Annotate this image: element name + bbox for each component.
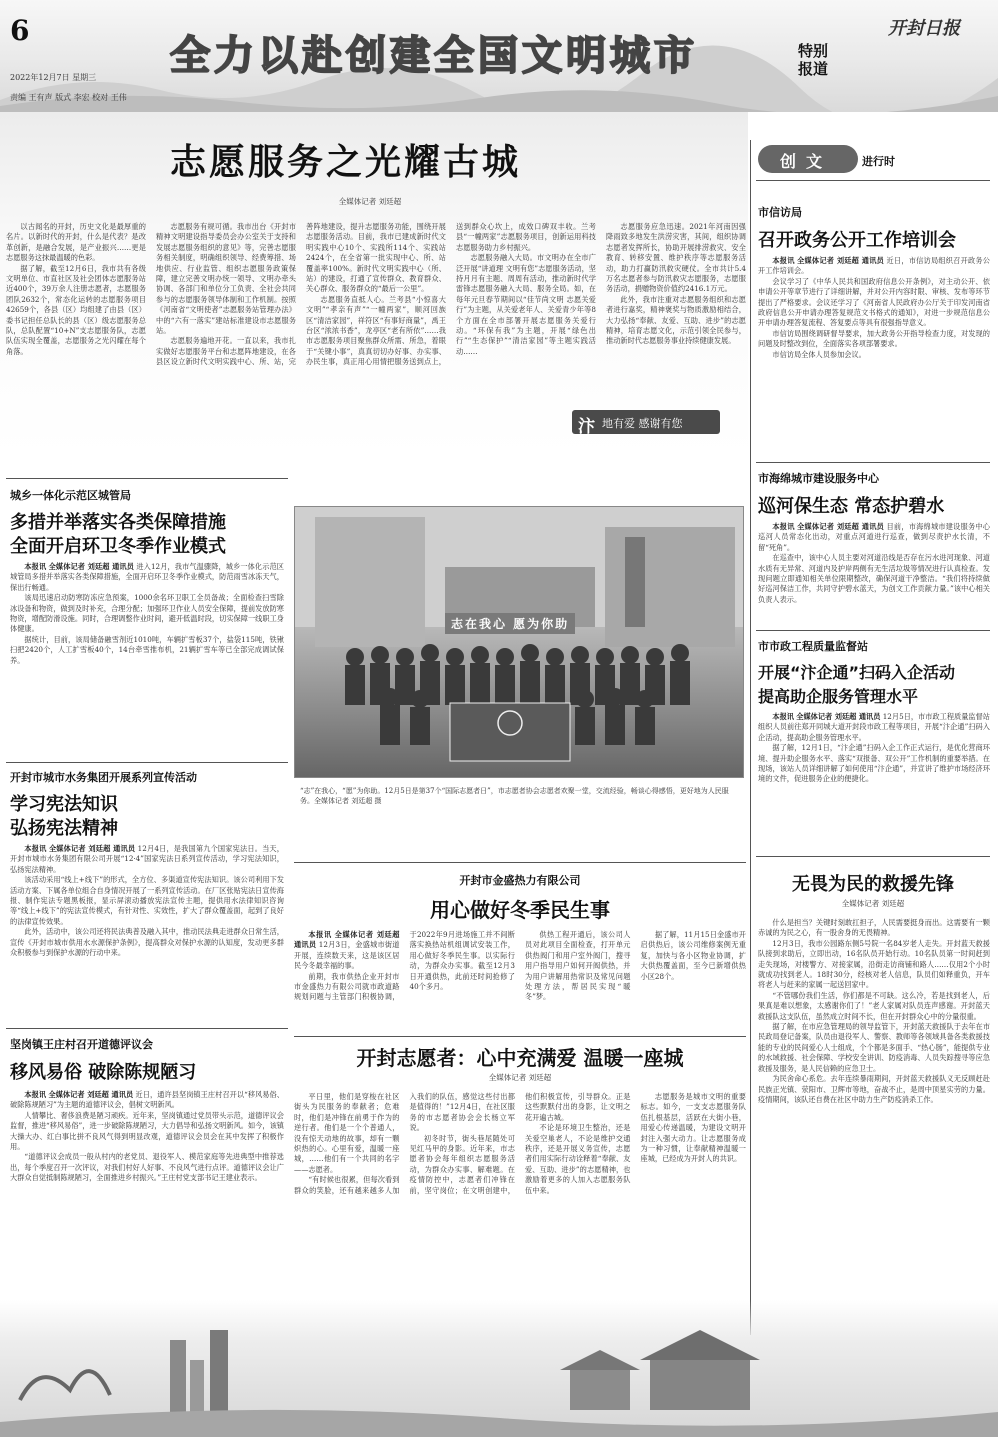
article-paragraph: 据了解，12月1日，“汴企通”扫码入企工作正式运行，是优化营商环境、提升助企服务水平、落实“双报备、双公开”工作机制的重要举措。在现场，该站人员详细讲解了如何使用“汴企通”，并宣讲了维护市场经济环境的文件，促进服务企业的便捷化。 <box>758 743 990 784</box>
article-paragraph: 人情攀比、奢侈浪费是陋习顽疾。近年来，坚岗镇通过党员带头示范，道德评议会监督，推进“移风易俗”，进一步破除陈规陋习，大力倡导和弘扬文明新风。如今，该镇大操大办、红白事比拼不良风气得到明显改观，道德评议会员会在其中发挥了积极作用。 <box>10 1110 284 1152</box>
divider <box>756 462 990 463</box>
article-paragraph: 据了解，在市应急管理局的领导监管下，开封蓝天救援队于去年在市民政局登记备案，队员由退役军人、警察、教师等各领域具备各类救援技能的专业的民间爱心人士组成，个个都是多面手、“热心肠”，能提供专业的水域救援、社会保障、学校安全讲训、防疫消毒、人员失踪搜寻等应急救援及服务，是人民信赖的应急卫士。 <box>758 1022 990 1073</box>
lead-paragraph: 据了解，截至12月6日，我市共有各级文明单位、市直社区及社会团体志愿服务站近400个，39万余人注册志愿者，志愿服务团队2632个，常态化运转的志愿服务项目42659个，各县（区）均组建了由县（区）委书记担任总队长的县（区）级志愿服务总队，总队配置“10+N”支志愿服务队，志愿队伍实现全覆盖，志愿服务之光闪耀在每个角落。 <box>6 263 146 356</box>
lead-paragraph: 志愿服务融入大局。市文明办在全市广泛开展“讲道理 文明有您”志愿服务活动，坚持月月有主题、周周有活动，推动新时代学雷锋志愿服务融入大局、服务全局。如，在每年元旦春节期间以“佳节尚文明 志愿关爱行”为主题，从关爱老年人、关爱青少年等8个方面在全市部署开展志愿服务关爱行动。“环保有我”为主题，开展“绿色出行”“生态保护”“清洁家园”等主题实践活动…… <box>456 253 596 356</box>
badge-label: 创文 <box>780 152 833 171</box>
article-headline: 用心做好冬季民生事 <box>430 898 610 922</box>
article-body <box>10 562 284 758</box>
paragraph-text: 近日，通许县坚岗镇王庄村召开以“移风易俗、破除陈规陋习”为主题的道德评议会，倡树文明新风。 <box>10 1090 284 1110</box>
article-paragraph: 该活动采用“线上+线下”的形式，全方位、多渠道宣传宪法知识。该公司利用下发活动方案、下属各单位组合自身情况开展了一系列宣传活动。在厂区张贴宪法日宣传海报、制作宪法专题黑板报，显示屏滚动播放宪法宣传主题，提供用水法律知识咨询等“线上+线下”的宪法宣传模式，有针对性、实效性，扩大了群众覆盖面，起到了良好的法律宣传效果。 <box>10 875 284 926</box>
article-paragraph: 为民舍命心系危。去年连续暴雨期间，开封蓝天救援队义无反顾赶赴民族正光镇、荥阳市、卫辉市等地，奋战不止，是周中顶星实劳的力量。疫情期间，该队还自费在社区中助力生产防疫消杀工作。 <box>758 1074 990 1104</box>
dept-label: 坚岗镇王庄村召开道德评议会 <box>10 1038 153 1051</box>
special-report-1: 特别 <box>798 42 829 60</box>
article-paragraph: 前期，我市供热企业开封市市金盛热力有限公司就市政道路规划问题与主管部门积极协调，于2022年9月进场施工并不间断落实换热站机组调试安装工作，用心做好冬季民生事。以实际行动，为群众办实事。截至12月3日开通供热，此前还时间抢修了40个多月。 <box>294 930 515 1002</box>
reporter: 全媒体记者 刘廷超 通讯员 <box>796 712 881 721</box>
lead-paragraph: 此外，我市注重对志愿服务组织和志愿者进行嘉奖，精神褒奖与物质激励相结合，大力弘扬“奉献、友爱、互助、进步”的志愿精神，培育志愿文化，示范引领全民参与，推动新时代志愿服务事业持续健康发展。 <box>606 294 746 346</box>
article-byline: 全媒体记者 刘廷超 <box>841 899 905 908</box>
divider <box>756 856 990 857</box>
article-body <box>758 712 990 844</box>
paragraph-text: 目前，市海绵城市建设服务中心巡河人员常态化出动，对重点河道进行巡查，做到尽责护水长清，不留“死角”。 <box>758 522 990 552</box>
article-paragraph <box>10 844 284 875</box>
article-body <box>294 930 746 1032</box>
article-paragraph: 据了解，11月15日金盛市开启供热后，该公司维修案例无重复，加快与各小区物业协调，扩大供热覆盖面，至今已新增供热小区28个。 <box>640 930 746 981</box>
article-paragraph: 平日里，他们是穿梭在社区街头为民服务的奉献者；危难时，他们是冲锋在前勇于作为的逆行者。他们是一个个普通人，没有惊天动地的故事，却有一颗炽热的心。心里有爱，温暖一座城，……他们有一个共同的名字——志愿者。 <box>294 1092 400 1174</box>
reporter: 全媒体记者 刘廷超 通讯员 <box>48 562 134 571</box>
dept-label: 市市政工程质量监督站 <box>758 640 868 653</box>
photo-banner: 志在我心 愿为你助 <box>445 613 575 634</box>
article-paragraph: 初冬时节，街头巷尾随处可见红马甲的身影。近年来，市志愿者协会每年组织志愿服务活动，为群众办实事、解难题。在疫情防控中，志愿者们冲锋在前，坚守岗位；在文明创建中，他们积极宣传，引导群众。正是这些默默付出的身影，让文明之花开遍古城。 <box>409 1092 631 1195</box>
article-paragraph: 市信访局围绕调研督导要求，加大政务公开指导检查力度，对发现的问题及时整改到位，全面落实各项部署要求。 <box>758 328 990 349</box>
article-paragraph: 此外，活动中，该公司还将民法典普及融入其中，推动民法典走进群众日常生活，宣传《开封市城市供用水水源保护条例》，提高群众对保护水源的认知度，发动更多群众积极参与到保护水源的行动中来。 <box>10 927 284 958</box>
article-paragraph: 据统计，目前，该局储备融雪剂近1010吨，车辆扩雪板37个，盐袋115吨，铁锹扫把2420个，人工扩雪板40个，14台牵雪推布机，21辆扩雪车等已全部完成调试保养。 <box>10 634 284 665</box>
article-headline: 无畏为民的救援先锋 <box>792 874 954 895</box>
group-photo <box>294 506 744 778</box>
divider <box>6 1028 288 1029</box>
special-report-2: 报道 <box>798 60 829 78</box>
dept-label: 市海绵城市建设服务中心 <box>758 472 879 485</box>
lead-label: 本报讯 <box>772 522 795 531</box>
article-paragraph: “不管哪份我们生活，你们都是不可缺。这么冷，若是找到老人，后果真是难以想象，太感谢你们了！”老人家属对队员连声感谢。开封蓝天救援队这支队伍，虽然成立时间不长，但在开封群众心中的分量很重。 <box>758 990 990 1021</box>
paragraph-text: 12月3日，金盛城市街道开展，连续数天来，这是该区居民今冬最幸福的事。 <box>294 940 400 971</box>
article-headline: 召开政务公开工作培训会 <box>758 230 956 251</box>
divider <box>756 180 990 181</box>
article-headline: 巡河保生态 常态护碧水 <box>758 496 945 517</box>
masthead <box>0 0 998 112</box>
article-headline: 全面开启环卫冬季作业模式 <box>10 536 226 557</box>
lead-paragraph: 志愿服务有规可循。我市出台《开封市精神文明建设指导委员会办公室关于支持和发展志愿服务组织的意见》等，完善志愿服务相关制度，明确组织领导、经费筹措、场地供应、行业监管、组织志愿服务政策保障，建立完善文明办统一领导、文明办牵头协调、各部门和单位分工负责、全社会共同参与的志愿服务领导体制和工作机制。按照《河南省“文明使者”志愿服务站管理办法》中的“六有一落实”建站标准建设市志愿服务站。 <box>156 222 296 336</box>
article-paragraph: 在巡查中，该中心人员主要对河道沿线是否存在污水进河现象、河道水质有无异常、河道内及护岸两侧有无生活垃圾等情况进行认真检查。发现问题立即通知相关单位限期整改，确保河道干净整洁。“我们将持续做好巡河保洁工作，共同守护碧水蓝天，为创文工作贡献力量。”该中心相关负责人表示。 <box>758 553 990 604</box>
article-body <box>294 1092 746 1294</box>
article-body <box>758 918 990 1340</box>
article-headline: 开封志愿者：心中充满爱 温暖一座城 <box>356 1046 684 1070</box>
article-byline: 全媒体记者 刘廷超 <box>488 1073 552 1082</box>
article-headline: 多措并举落实各类保障措施 <box>10 512 226 533</box>
lead-article <box>0 112 748 457</box>
article-paragraph: 12月3日，我市公园路东侧5号院一名84岁老人走失。开封蓝天救援队接到求助后，立即出动，16名队员开始行动。10名队员第一时间赶到走失现场，对楼警方、对接家属，沿街走访商铺和路人……仅用2个小时就成功找到老人。18时30分，经核对老人信息，队员们如释重负，开车将老人与赶来的家属一起送回家中。 <box>758 938 990 990</box>
reporter: 全媒体记者 刘廷超 通讯员 <box>48 844 136 853</box>
article-body <box>758 522 990 626</box>
page-number: 6 <box>10 14 30 47</box>
lead-paragraph: 志愿服务直抵人心。兰考县“小惊喜大文明”“孝亲有声”“一幢两家”，顺河回族区“清洁家园”，祥符区“有事好商量”，禹王台区“浓浓书香”，龙亭区“老有所依”……我市志愿服务项目聚焦群众所需、所急，着眼于“关键小事”，真真切切办好事、办实事、办民生事，真正用心用情把服务送到点上，送到群众心坎上，成效口碑双丰收。兰考县“一幢两家”志愿服务项目，创新运用科技志愿服务助力乡村振兴。 <box>306 222 596 367</box>
column-divider <box>750 140 751 1335</box>
article-paragraph <box>758 256 990 277</box>
article-paragraph: 会议学习了《中华人民共和国政府信息公开条例》，对主动公开、依申请公开等章节进行了详细讲解，并对公开内容时限、审核、发布等环节提出了严格要求。会议还学习了《河南省人民政府办公厅关于印发河南省政府信息公开申请办理答复规范文书格式的通知》，对进一步规范信息公开申请办理答复流程、答复要点等具有很强指导意义。 <box>758 276 990 328</box>
photo-caption: “志”在我心，“愿”为你助。12月5日是第37个“国际志愿者日”，市志愿者协会志愿者欢聚一堂，交流经验，畅谈心得感悟，更好地为人民服务。全媒体记者 刘廷超 摄 <box>300 787 729 805</box>
reporter: 全媒体记者 刘廷超 通讯员 <box>48 1090 134 1099</box>
article-paragraph: 什么是担当？关键时刻敢扛担子，人民需要挺身而出。这需要有一颗赤诚的为民之心，有一股舍身的无畏精神。 <box>758 918 990 938</box>
lead-label: 本报讯 <box>308 930 332 939</box>
article-paragraph <box>10 562 284 593</box>
lead-label: 本报讯 <box>772 712 794 721</box>
article-paragraph: “有时候也很累，但每次看到群众的笑脸，还有越来越多人加入我们的队伍，感觉这些付出都是值得的！”12月4日，在社区服务的市志愿者协会会长杨立军说。 <box>294 1092 515 1195</box>
article-body <box>10 844 284 1020</box>
reporter: 全媒体记者 刘廷超 通讯员 <box>797 256 885 265</box>
paragraph-text: 进入12月，我市气温骤降，城乡一体化示范区城管局多措并举落实各类保障措施，全面开启环卫冬季作业模式，防范雨雪冰冻天气，保出行畅通。 <box>10 562 284 592</box>
editors-line: 责编 王有声 版式 李宏 校对 王伟 <box>10 93 127 102</box>
paragraph-text: 近日，市信访局组织召开政务公开工作培训会。 <box>758 256 990 276</box>
article-paragraph <box>758 712 990 743</box>
lead-headline: 志愿服务之光耀古城 <box>170 141 522 183</box>
promo-text: 地有爱 感谢有您 <box>602 417 683 430</box>
article-headline: 移风易俗 破除陈规陋习 <box>10 1062 197 1083</box>
reporter: 全媒体记者 刘廷超 通讯员 <box>294 930 400 950</box>
lead-paragraph: 志愿服务遍地开花。一直以来，我市扎实做好志愿服务平台和志愿阵地建设，在各县区设立新时代文明实践中心、所、站，完善阵地建设，提升志愿服务功能，围绕开展志愿服务活动。目前，我市已建成新时代文明实践中心10个、实践所114个、实践站2424个，在全省第一批实现中心、所、站覆盖率100%。新时代文明实践中心（所、站）的建设，打通了宣传群众、教育群众、关心群众、服务群众的“最后一公里”。 <box>156 222 446 367</box>
article-paragraph: 供热工程开通后，该公司人员对此项目全面检查，打开单元供热阀门和用户室外阀门，搜寻用户指导用户如何开阀供热，并为用户讲解用热常识及常见问题处理方法，帮居民实现“暖冬”梦。 <box>525 930 631 1002</box>
article-body <box>758 256 990 456</box>
paragraph-text: 12月5日，市市政工程质量监督站组织人员前往郑开同城大道开封段市政工程等项目，开展“汴企通”扫码入企活动，提高助企服务管理水平。 <box>758 712 990 742</box>
divider <box>294 1036 746 1037</box>
article-headline: 弘扬宪法精神 <box>10 818 118 839</box>
lead-paragraph: 以古闻名的开封，历史文化是最厚重的名片。以新时代的开封，什么是代表？是改革创新，是融合发展，是产业振兴……更是志愿服务这抹最温暖的色彩。 <box>6 222 146 263</box>
city-silhouette <box>0 1300 998 1437</box>
promo-strip <box>572 410 720 437</box>
article-paragraph <box>294 930 400 972</box>
article-paragraph: 该局迅速启动防寒防冻应急预案，1000余名环卫职工全员备战；全面检查扫雪除冰设备和物资，做到及时补充，合理分配；加强环卫作业人员安全保障，提前发放防寒物资，增配防滑设施。同时，合理调整作业时间，避开低温时段，切实保障一线职工身体健康。 <box>10 593 284 634</box>
lead-label: 本报讯 <box>24 1090 47 1099</box>
article-headline: 学习宪法知识 <box>10 794 118 815</box>
footer-illustration <box>0 1300 998 1437</box>
dept-label: 市信访局 <box>758 206 802 219</box>
lead-paragraph: 志愿服务应急迅速。2021年河南因强降雨致多地发生洪涝灾害，其间，组织协调志愿者发挥所长，协助开展排涝救灾、安全教育、转移安置、维护秩序等志愿服务活动，助力打赢防汛救灾硬仗。全市共计5.4万名志愿者参与防汛救灾志愿服务，志愿服务活动，捐赠物资价值约2416.1万元。 <box>606 222 746 294</box>
lead-label: 本报讯 <box>24 562 47 571</box>
promo-mark: 汴 <box>578 417 595 437</box>
newspaper-logo: 开封日报 <box>888 18 960 39</box>
paragraph-text: 12月4日，是我国第九个国家宪法日。当天，开封市城市水务集团有限公司开展“12·4”国家宪法日系列宣传活动，学习宪法知识，弘扬宪法精神。 <box>10 844 284 874</box>
dept-label: 开封市城市水务集团开展系列宣传活动 <box>10 771 197 784</box>
article-paragraph <box>758 522 990 553</box>
photo-scene <box>295 507 744 778</box>
creative-badge <box>758 145 908 173</box>
divider <box>6 478 288 479</box>
divider <box>756 630 990 631</box>
article-paragraph: 志愿服务是城市文明的重要标志。如今，一支支志愿服务队伍扎根基层，活跃在大街小巷，用爱心传递温暖，为建设文明开封注入强大动力。让志愿服务成为一种习惯，让奉献精神温暖一座城，已经成为开封人的共识。 <box>640 1092 746 1164</box>
article-body <box>10 1090 284 1260</box>
article-paragraph <box>10 1090 284 1111</box>
article-paragraph: 市信访局全体人员参加会议。 <box>772 349 866 359</box>
badge-sub: 进行时 <box>862 155 895 168</box>
date-line: 2022年12月7日 星期三 <box>10 73 97 82</box>
masthead-banner: 全力以赴创建全国文明城市 <box>170 32 698 79</box>
divider <box>6 762 288 763</box>
lead-byline: 全媒体记者 刘廷超 <box>338 197 402 206</box>
article-headline: 提高助企服务管理水平 <box>758 687 919 706</box>
lead-label: 本报讯 <box>772 256 795 265</box>
lead-label: 本报讯 <box>24 844 47 853</box>
article-headline: 开展“汴企通”扫码入企活动 <box>758 663 956 682</box>
reporter: 全媒体记者 刘廷超 通讯员 <box>797 522 885 531</box>
article-paragraph: 不论是环境卫生整治，还是关爱空巢老人，不论是维护交通秩序，还是开展义务宣传，志愿者们用实际行动诠释着“奉献、友爱、互助、进步”的志愿精神，也激励着更多的人加入志愿服务队伍中来。 <box>525 1123 631 1195</box>
dept-label: 开封市金盛热力有限公司 <box>459 874 581 887</box>
divider <box>294 862 746 863</box>
dept-label: 城乡一体化示范区城管局 <box>10 489 131 502</box>
article-paragraph: “道德评议会成员一般从村内的老党员、退役军人、模范家庭等先进典型中推荐选出，每个季度召开一次评议，对我们村好人好事、不良风气进行点评。道德评议会让广大群众自觉抵制陈规陋习，全面推进乡村振兴。”王庄村党支部书记王建业表示。 <box>10 1152 284 1183</box>
